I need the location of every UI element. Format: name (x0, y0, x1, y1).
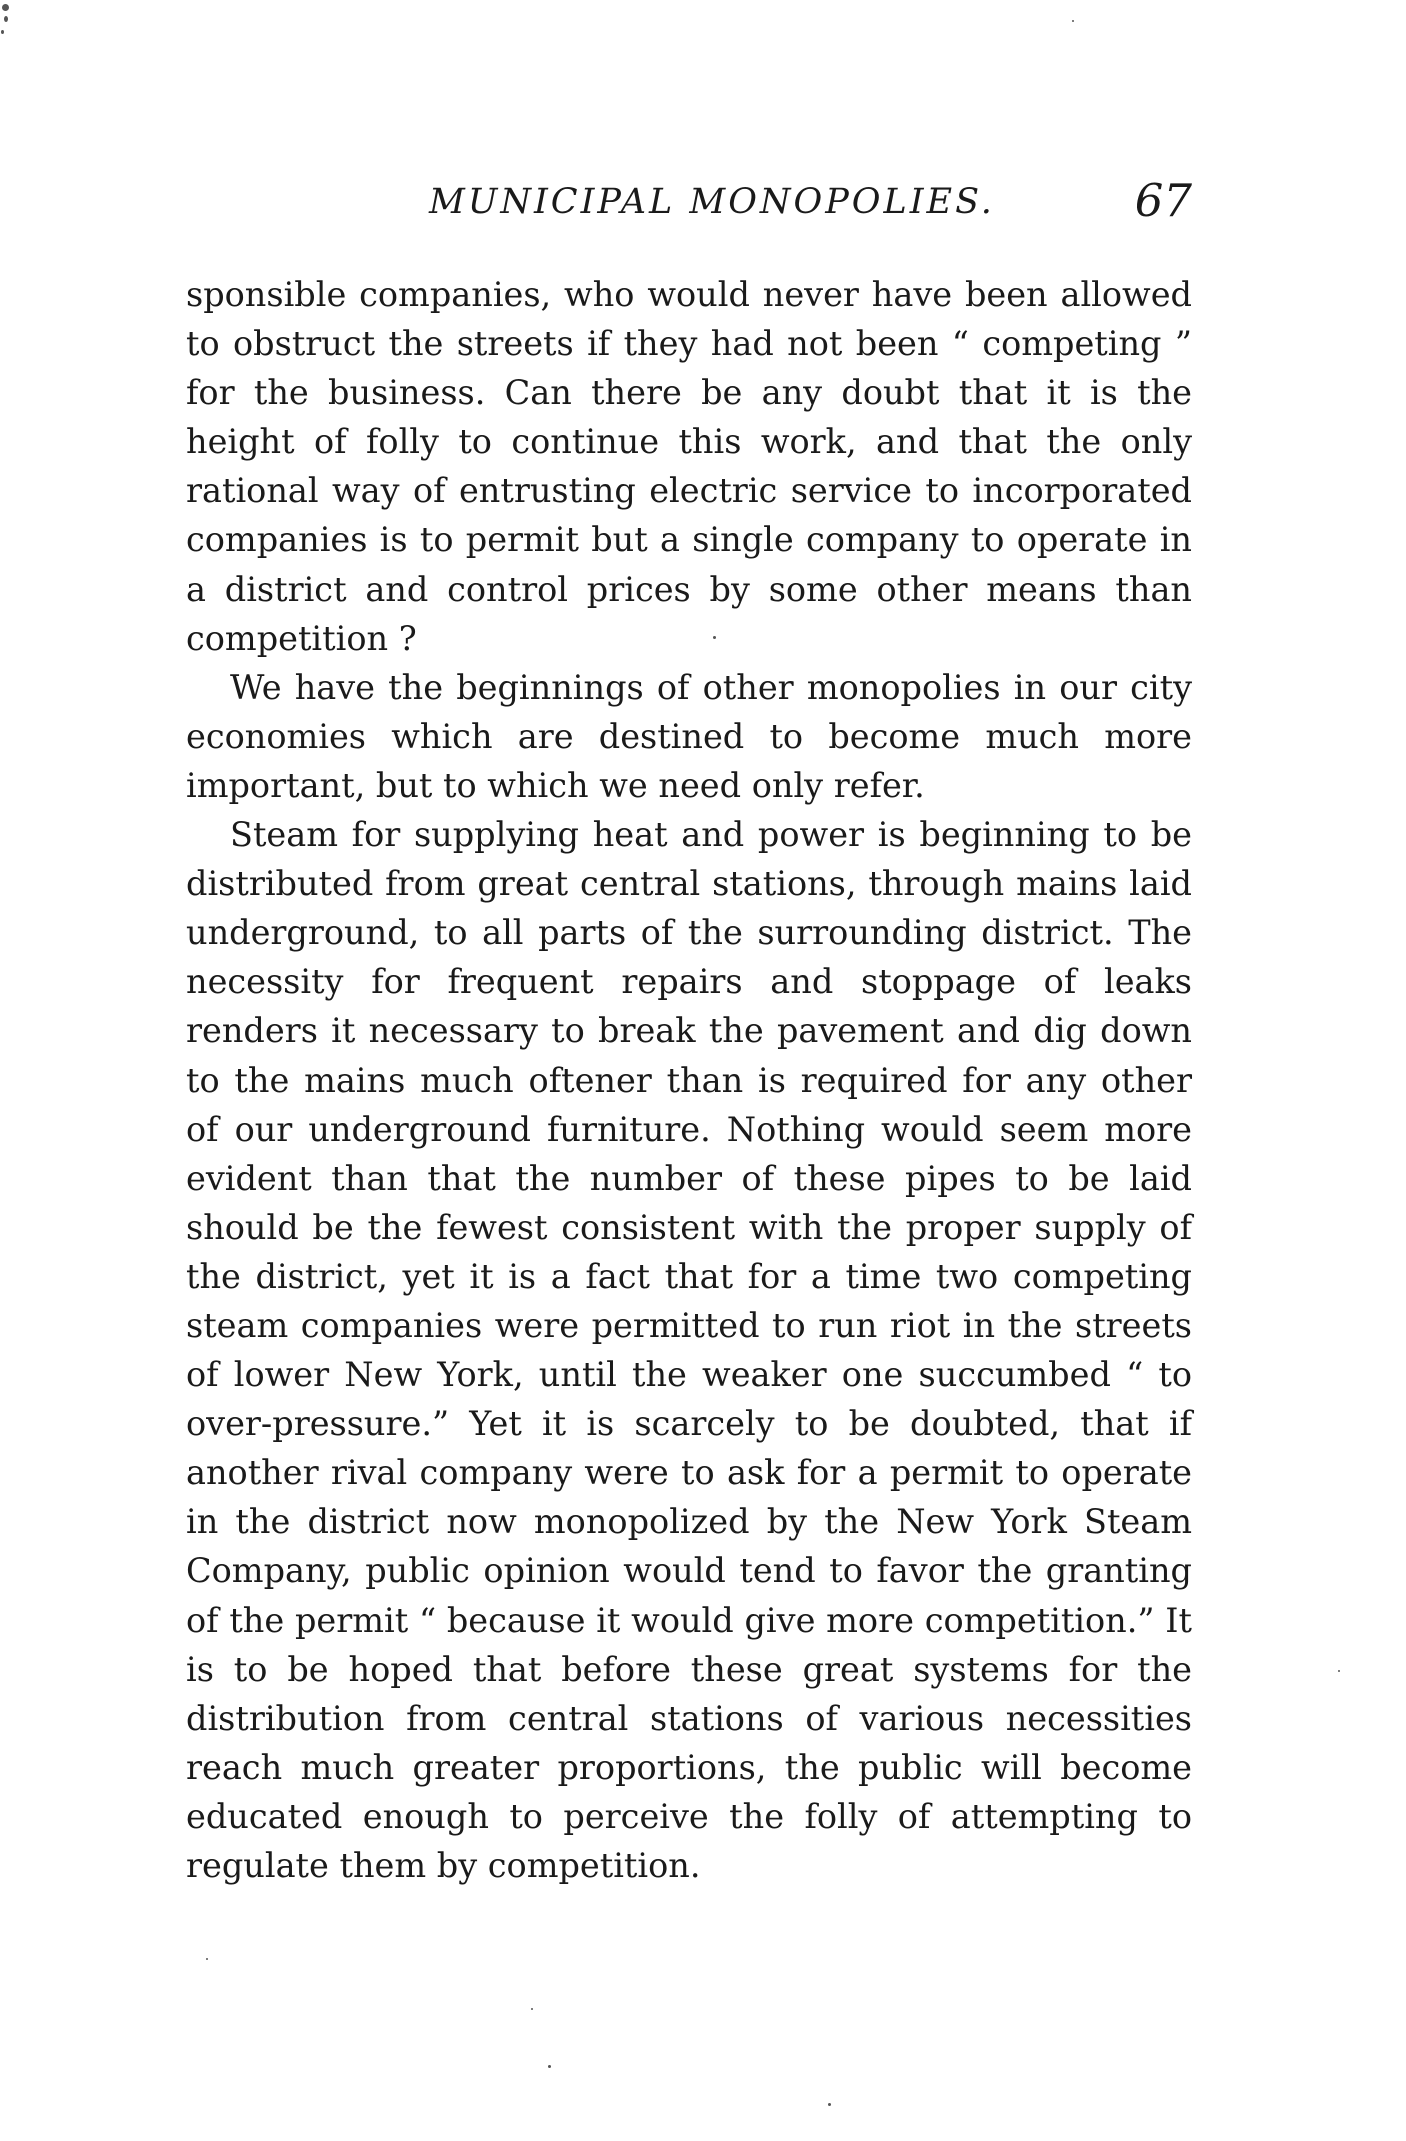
paragraph-1: sponsible companies, who would never have been allowed to obstruct the streets if they had not been “ competing ” for the business. Can there be any doubt that it is the height of folly to continue this work, and that the only rational way of entrusting electric service to incorporated companies is to permit but a single company to operate in a district and control prices by some other means than competition ? (186, 275, 1192, 658)
paragraph-2: We have the beginnings of other monopolies in our city economies which are destined to become much more important, but to which we need only refer. (186, 667, 1192, 805)
scan-speck (713, 636, 716, 639)
scan-speck (2, 4, 9, 11)
scan-speck (1338, 1670, 1340, 1672)
page-number: 67 (1134, 174, 1192, 227)
scan-speck (828, 2103, 831, 2106)
scan-speck (4, 16, 8, 22)
body-text (186, 270, 1192, 1890)
scan-speck (548, 2065, 551, 2068)
scan-speck (1, 30, 4, 34)
running-head (186, 172, 1192, 242)
running-title: MUNICIPAL MONOPOLIES. (429, 182, 995, 222)
scan-speck (1072, 20, 1074, 22)
paragraph-3: Steam for supplying heat and power is beginning to be distributed from great central stations, through mains laid underground, to all parts of the surrounding district. The necessity for frequent repairs and stoppage of leaks renders it necessary to break the pavement and dig down to the mains much oftener than is required for any other of our underground furniture. Nothing would seem more evident than that the number of these pipes to be laid should be the fewest consistent with the proper supply of the district, yet it is a fact that for a time two competing steam companies were permitted to run riot in the streets of lower New York, until the weaker one succumbed “ to over-pressure.” Yet it is scarcely to be doubted, that if another rival company were to ask for a permit to operate in the district now monopolized by the New York Steam Company, public opinion would tend to favor the granting of the permit “ because it would give more competition.” It is to be hoped that before these great systems for the distribution from central stations of various necessities reach much greater proportions, the public will become educated enough to perceive the folly of attempting to regulate them by competition. (186, 815, 1192, 1885)
scan-speck (206, 1958, 208, 1960)
scan-speck (531, 2008, 533, 2010)
